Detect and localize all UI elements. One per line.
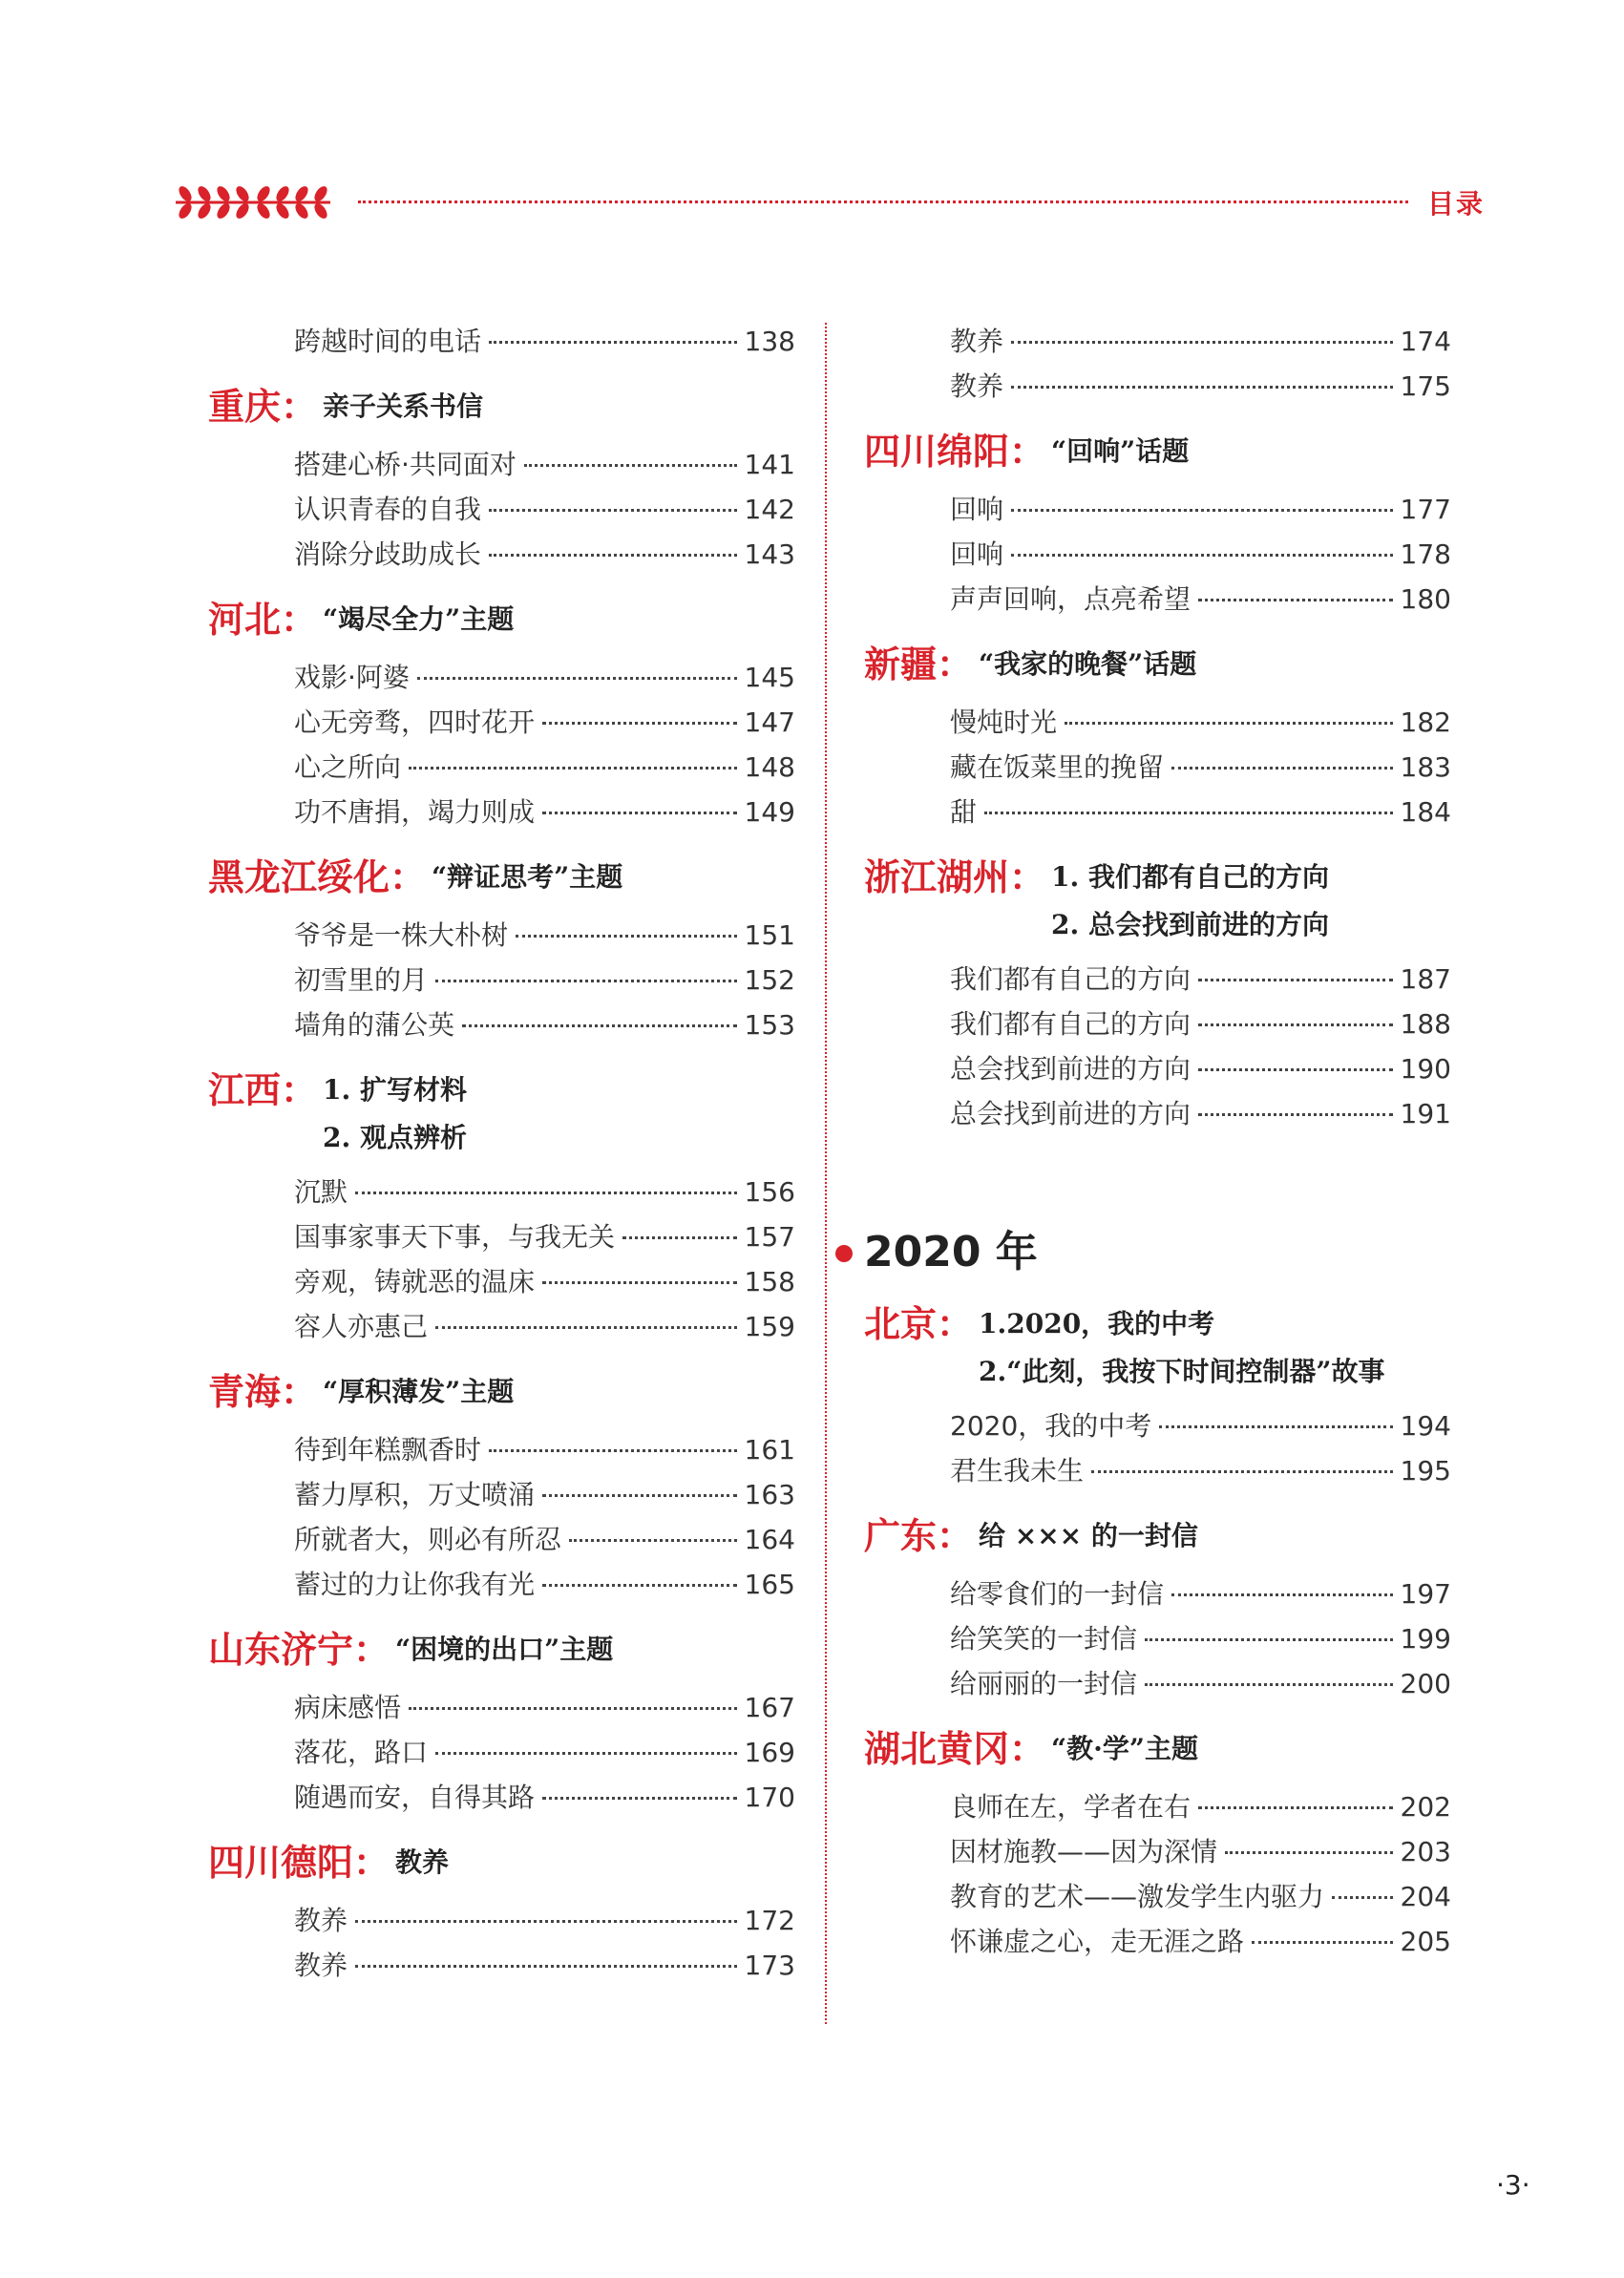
entry-title: 教养 (950, 370, 1004, 402)
toc-entry[interactable] (208, 442, 795, 487)
section-name: 广东： (864, 1514, 974, 1557)
section-name: 四川绵阳： (864, 430, 1046, 473)
dot-leader (355, 1192, 737, 1194)
toc-entry[interactable] (208, 1002, 795, 1047)
section-topic: 给 ××× 的一封信 (979, 1520, 1198, 1551)
toc-entry[interactable] (208, 1517, 795, 1562)
toc-entry[interactable] (864, 790, 1451, 834)
dot-leader (1225, 1851, 1393, 1854)
dot-leader (542, 1584, 737, 1587)
entry-title: 消除分歧助成长 (294, 538, 482, 570)
toc-entry[interactable] (208, 1943, 795, 1988)
entry-title: 总会找到前进的方向 (950, 1053, 1192, 1085)
entry-page: 172 (744, 1905, 795, 1936)
dot-leader (1198, 1806, 1393, 1809)
dot-leader (435, 1752, 737, 1755)
entry-page: 188 (1400, 1008, 1451, 1040)
toc-entry[interactable] (208, 1562, 795, 1607)
section-heading (208, 594, 795, 647)
entry-page: 194 (1400, 1410, 1451, 1442)
entry-page: 202 (1400, 1791, 1451, 1823)
section-topic: “辩证思考”主题 (432, 861, 623, 893)
entry-title: 给丽丽的一封信 (950, 1668, 1138, 1699)
toc-entry[interactable] (864, 1829, 1451, 1874)
column-divider (825, 323, 827, 2024)
section-heading (864, 1510, 1451, 1564)
entry-title: 搭建心桥·共同面对 (294, 449, 517, 480)
entry-title: 功不唐捐，竭力则成 (294, 796, 536, 828)
entry-title: 病床感悟 (294, 1692, 402, 1723)
section-topic: 2. 总会找到前进的方向 (1051, 909, 1329, 940)
entry-title: 认识青春的自我 (294, 494, 482, 525)
dot-leader (984, 812, 1393, 814)
section-topic: “竭尽全力”主题 (323, 603, 515, 635)
dot-leader (409, 1707, 737, 1710)
entry-title: 君生我未生 (950, 1455, 1085, 1487)
entry-title: 教养 (294, 1905, 348, 1936)
dot-leader (542, 812, 737, 814)
toc-entry[interactable] (864, 1448, 1451, 1493)
dot-leader (1145, 1638, 1393, 1641)
section-heading (864, 1298, 1451, 1396)
toc-entry[interactable] (208, 1214, 795, 1259)
entry-title: 教养 (950, 326, 1004, 357)
header-title: 目录 (1427, 188, 1486, 220)
toc-entry[interactable] (208, 1472, 795, 1517)
entry-title: 怀谦虚之心，走无涯之路 (950, 1926, 1245, 1957)
section-heading (208, 1837, 795, 1890)
toc-entry[interactable] (864, 1919, 1451, 1964)
toc-entry[interactable] (208, 319, 795, 364)
section-topic: 亲子关系书信 (323, 390, 484, 422)
dot-leader (1332, 1896, 1393, 1899)
dot-leader (1198, 979, 1393, 981)
entry-page: 177 (1400, 494, 1451, 525)
entry-page: 152 (744, 964, 795, 996)
entry-title: 国事家事天下事，与我无关 (294, 1221, 616, 1253)
toc-entry[interactable] (864, 364, 1451, 409)
dot-leader (1198, 1113, 1393, 1116)
toc-entry[interactable] (864, 1784, 1451, 1829)
entry-title: 慢炖时光 (950, 707, 1058, 738)
entry-title: 所就者大，则必有所忍 (294, 1524, 562, 1555)
entry-title: 落花，路口 (294, 1737, 429, 1768)
dot-leader (1011, 386, 1393, 389)
section-topic: 1. 扩写材料 (323, 1074, 467, 1106)
entry-page: 165 (744, 1569, 795, 1600)
toc-entry[interactable] (208, 1898, 795, 1943)
entry-title: 甜 (950, 796, 978, 828)
dot-leader (1198, 1023, 1393, 1026)
entry-title: 给零食们的一封信 (950, 1578, 1165, 1610)
toc-column-right (864, 319, 1451, 1964)
year-heading (864, 1224, 1451, 1281)
section-name: 湖北黄冈： (864, 1727, 1046, 1770)
entry-title: 蓄力厚积，万丈喷涌 (294, 1479, 536, 1510)
entry-page: 163 (744, 1479, 795, 1510)
toc-entry[interactable] (208, 1685, 795, 1730)
entry-page: 156 (744, 1176, 795, 1208)
dot-leader (542, 722, 737, 725)
toc-entry[interactable] (864, 1091, 1451, 1136)
entry-page: 164 (744, 1524, 795, 1555)
toc-entry[interactable] (208, 1170, 795, 1214)
dot-leader (516, 935, 737, 938)
entry-page: 158 (744, 1266, 795, 1297)
dot-leader (489, 1449, 737, 1452)
dot-leader (462, 1024, 737, 1027)
toc-entry[interactable] (208, 958, 795, 1002)
section-heading (864, 639, 1451, 692)
entry-title: 随遇而安，自得其路 (294, 1782, 536, 1813)
dot-leader (1171, 1593, 1393, 1596)
entry-title: 待到年糕飘香时 (294, 1434, 482, 1466)
entry-page: 145 (744, 662, 795, 693)
section-heading (864, 1723, 1451, 1777)
entry-title: 教养 (294, 1950, 348, 1981)
dot-leader (622, 1236, 737, 1239)
entry-page: 203 (1400, 1836, 1451, 1867)
year-label: 2020 年 (864, 1228, 1038, 1276)
section-heading (864, 852, 1451, 949)
toc-entry[interactable] (864, 532, 1451, 577)
section-topic: “我家的晚餐”话题 (979, 648, 1197, 680)
toc-entry[interactable] (864, 487, 1451, 532)
header-dotted-rule (358, 200, 1408, 203)
entry-page: 147 (744, 707, 795, 738)
entry-title: 2020，我的中考 (950, 1410, 1152, 1442)
section-name: 河北： (208, 598, 318, 641)
entry-title: 因材施教——因为深情 (950, 1836, 1218, 1867)
dot-leader (1198, 599, 1393, 601)
toc-entry[interactable] (208, 487, 795, 532)
dot-leader (1252, 1941, 1393, 1944)
toc-entry[interactable] (864, 1403, 1451, 1448)
toc-entry[interactable] (208, 745, 795, 790)
dot-leader (524, 464, 737, 467)
section-topic: 2. 观点辨析 (323, 1122, 467, 1153)
section-topic: “困境的出口”主题 (395, 1634, 614, 1665)
dot-leader (1065, 722, 1393, 725)
entry-title: 良师在左，学者在右 (950, 1791, 1192, 1823)
toc-entry[interactable] (864, 1002, 1451, 1046)
section-topic: 1.2020，我的中考 (979, 1308, 1215, 1339)
dot-leader (409, 767, 737, 770)
dot-leader (542, 1494, 737, 1497)
entry-title: 回响 (950, 494, 1004, 525)
section-topic: 1. 我们都有自己的方向 (1051, 861, 1329, 893)
toc-entry[interactable] (864, 745, 1451, 790)
entry-page: 148 (744, 751, 795, 783)
section-name: 重庆： (208, 385, 318, 428)
entry-title: 爷爷是一株大朴树 (294, 919, 509, 951)
section-name: 四川德阳： (208, 1841, 390, 1884)
toc-entry[interactable] (208, 1730, 795, 1775)
entry-title: 声声回响，点亮希望 (950, 583, 1192, 615)
section-topic: “回响”话题 (1051, 435, 1190, 467)
section-heading (208, 1366, 795, 1420)
entry-page: 187 (1400, 963, 1451, 995)
entry-page: 169 (744, 1737, 795, 1768)
dot-leader (489, 341, 737, 344)
dot-leader (1011, 509, 1393, 512)
page-header (172, 181, 1508, 229)
entry-page: 190 (1400, 1053, 1451, 1085)
entry-page: 138 (744, 326, 795, 357)
entry-title: 跨越时间的电话 (294, 326, 482, 357)
entry-page: 142 (744, 494, 795, 525)
dot-leader (355, 1920, 737, 1923)
section-topic: 教养 (395, 1846, 450, 1878)
dot-leader (1171, 767, 1393, 770)
entry-page: 178 (1400, 538, 1451, 570)
entry-page: 195 (1400, 1455, 1451, 1487)
section-heading (208, 381, 795, 434)
entry-page: 199 (1400, 1623, 1451, 1655)
entry-title: 教育的艺术——激发学生内驱力 (950, 1881, 1325, 1912)
entry-title: 回响 (950, 538, 1004, 570)
entry-title: 旁观，铸就恶的温床 (294, 1266, 536, 1297)
entry-page: 197 (1400, 1578, 1451, 1610)
entry-page: 170 (744, 1782, 795, 1813)
entry-page: 141 (744, 449, 795, 480)
entry-title: 心无旁骛，四时花开 (294, 707, 536, 738)
dot-leader (417, 677, 737, 680)
section-name: 北京： (864, 1302, 974, 1345)
entry-title: 容人亦惠己 (294, 1311, 429, 1342)
entry-page: 175 (1400, 370, 1451, 402)
entry-page: 151 (744, 919, 795, 951)
entry-title: 我们都有自己的方向 (950, 1008, 1192, 1040)
toc-entry[interactable] (208, 532, 795, 577)
section-name: 新疆： (864, 643, 974, 686)
dot-leader (1159, 1425, 1392, 1428)
entry-page: 191 (1400, 1098, 1451, 1129)
entry-page: 184 (1400, 796, 1451, 828)
entry-page: 204 (1400, 1881, 1451, 1912)
toc-entry[interactable] (864, 700, 1451, 745)
toc-entry[interactable] (864, 1616, 1451, 1661)
toc-entry[interactable] (864, 577, 1451, 622)
dot-leader (435, 1326, 737, 1329)
section-topic: “教·学”主题 (1051, 1733, 1198, 1764)
laurel-ornament-icon (172, 181, 334, 223)
toc-entry[interactable] (208, 1304, 795, 1349)
entry-page: 167 (744, 1692, 795, 1723)
bullet-dot-icon (835, 1245, 853, 1262)
dot-leader (542, 1797, 737, 1800)
entry-title: 我们都有自己的方向 (950, 963, 1192, 995)
entry-title: 藏在饭菜里的挽留 (950, 751, 1165, 783)
entry-page: 149 (744, 796, 795, 828)
dot-leader (1011, 341, 1393, 344)
section-topic: 2.“此刻，我按下时间控制器”故事 (979, 1356, 1385, 1387)
dot-leader (1091, 1470, 1393, 1473)
toc-entry[interactable] (208, 1775, 795, 1820)
toc-entry[interactable] (208, 655, 795, 700)
entry-page: 161 (744, 1434, 795, 1466)
entry-page: 182 (1400, 707, 1451, 738)
toc-entry[interactable] (208, 913, 795, 958)
toc-entry[interactable] (864, 957, 1451, 1002)
entry-page: 159 (744, 1311, 795, 1342)
dot-leader (1145, 1683, 1393, 1686)
dot-leader (542, 1281, 737, 1284)
dot-leader (355, 1965, 737, 1968)
entry-title: 给笑笑的一封信 (950, 1623, 1138, 1655)
toc-entry[interactable] (208, 790, 795, 834)
toc-entry[interactable] (864, 1874, 1451, 1919)
toc-entry[interactable] (208, 700, 795, 745)
toc-entry[interactable] (208, 1427, 795, 1472)
toc-entry[interactable] (864, 1661, 1451, 1706)
section-heading (864, 426, 1451, 479)
dot-leader (569, 1539, 737, 1542)
toc-column-left (208, 319, 795, 1988)
entry-title: 总会找到前进的方向 (950, 1098, 1192, 1129)
section-topic: “厚积薄发”主题 (323, 1376, 515, 1407)
section-name: 江西： (208, 1068, 318, 1111)
section-name: 青海： (208, 1370, 318, 1413)
entry-title: 心之所向 (294, 751, 402, 783)
dot-leader (489, 509, 737, 512)
entry-title: 初雪里的月 (294, 964, 429, 996)
entry-title: 蓄过的力让你我有光 (294, 1569, 536, 1600)
entry-page: 157 (744, 1221, 795, 1253)
section-heading (208, 1624, 795, 1677)
toc-entry[interactable] (864, 1046, 1451, 1091)
entry-page: 143 (744, 538, 795, 570)
entry-page: 183 (1400, 751, 1451, 783)
entry-page: 174 (1400, 326, 1451, 357)
toc-entry[interactable] (208, 1259, 795, 1304)
entry-page: 200 (1400, 1668, 1451, 1699)
page-number: ·3· (1496, 2169, 1530, 2201)
entry-page: 153 (744, 1009, 795, 1041)
dot-leader (435, 980, 737, 982)
toc-entry[interactable] (864, 319, 1451, 364)
toc-entry[interactable] (864, 1571, 1451, 1616)
entry-page: 173 (744, 1950, 795, 1981)
entry-title: 沉默 (294, 1176, 348, 1208)
section-name: 黑龙江绥化： (208, 855, 427, 898)
entry-page: 180 (1400, 583, 1451, 615)
entry-title: 墙角的蒲公英 (294, 1009, 455, 1041)
entry-page: 205 (1400, 1926, 1451, 1957)
dot-leader (1198, 1068, 1393, 1071)
dot-leader (489, 554, 737, 557)
entry-title: 戏影·阿婆 (294, 662, 410, 693)
section-name: 浙江湖州： (864, 855, 1046, 898)
section-heading (208, 852, 795, 905)
section-heading (208, 1065, 795, 1162)
section-name: 山东济宁： (208, 1628, 390, 1671)
dot-leader (1011, 554, 1393, 557)
